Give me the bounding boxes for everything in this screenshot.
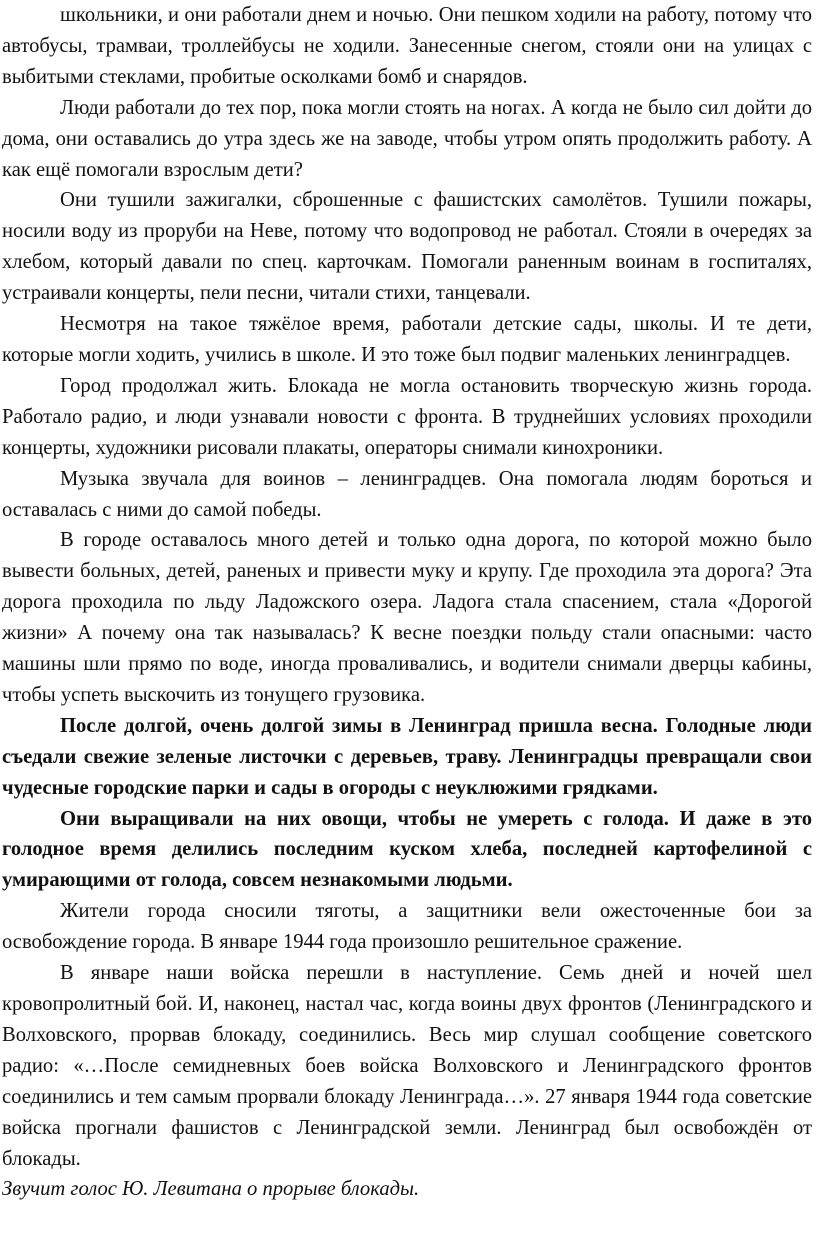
paragraph-schools-worked: Несмотря на такое тяжёлое время, работали детские сады, школы. И те дети, которые могли ходить, учились в школе. И это тоже был подвиг маленьких ленинградцев. — [2, 313, 812, 366]
paragraph-spring: После долгой, очень долгой зимы в Ленинград пришла весна. Голодные люди съедали свежие зеленые листочки с деревьев, траву. Ленинградцы превращали свои чудесные городские парки и сады в огороды с неуклюжими грядками. — [2, 714, 812, 799]
paragraph-people-worked: Люди работали до тех пор, пока могли стоять на ногах. А когда не было сил дойти до дома, они оставались до утра здесь же на заводе, чтобы утром опять продолжить работу. А как ещё помогали взрослым дети? — [2, 96, 812, 181]
paragraph-vegetables: Они выращивали на них овощи, чтобы не умереть с голода. И даже в это голодное время делились последним куском хлеба, последней картофелиной с умирающими от голода, совсем незнакомыми людьми. — [2, 807, 812, 892]
paragraph-road-of-life: В городе оставалось много детей и только одна дорога, по которой можно было вывести больных, детей, раненых и привести муку и крупу. Где проходила эта дорога? Эта дорога проходила по льду Ладожского озера. Ладога стала спасением, стала «Дорогой жизни» А почему она так называлась? К весне поездки польду стали опасными: часто машины шли прямо по воде, иногда проваливались, и водители снимали дверцы кабины, чтобы успеть выскочить из тонущего грузовика. — [2, 529, 812, 706]
paragraph-defenders: Жители города сносили тяготы, а защитники вели ожесточенные бои за освобождение города. В январе 1944 года произошло решительное сражение. — [2, 900, 812, 954]
paragraph-offensive: В январе наши войска перешли в наступление. Семь дней и ночей шел кровопролитный бой. И, наконец, настал час, когда воины двух фронтов (Ленинградского и Волховского, прорвав блокаду, соединились. Весь мир слушал сообщение советского радио: «…После семидневных боев войска Волховского и Ленинградского фронтов соединились и тем самым прорвали блокаду Ленинграда…». 27 января 1944 года советские войска прогнали фашистов с Ленинградской земли. Ленинград был освобождён от блокады. — [2, 962, 812, 1170]
paragraph-workers-children: школьники, и они работали днем и ночью. Они пешком ходили на работу, потому что автобусы, трамваи, троллейбусы не ходили. Занесенные снегом, стояли они на улицах с выбитыми стеклами, пробитые осколками бомб и снарядов. — [2, 4, 812, 88]
stage-direction: Звучит голос Ю. Левитана о прорыве блокады. — [2, 1178, 420, 1201]
paragraph-music: Музыка звучала для воинов – ленинградцев. Она помогала людям бороться и оставалась с ними до самой победы. — [2, 467, 812, 521]
paragraph-city-continued: Город продолжал жить. Блокада не могла остановить творческую жизнь города. Работало радио, и люди узнавали новости с фронта. В труднейших условиях проходили концерты, художники рисовали плакаты, операторы снимали кинохроники. — [2, 374, 812, 459]
paragraph-extinguished-bombs: Они тушили зажигалки, сброшенные с фашистских самолётов. Тушили пожары, носили воду из проруби на Неве, потому что водопровод не работал. Стояли в очередях за хлебом, который давали по спец. карточкам. Помогали раненным воинам в госпиталях, устраивали концерты, пели песни, читали стихи, танцевали. — [2, 189, 812, 305]
